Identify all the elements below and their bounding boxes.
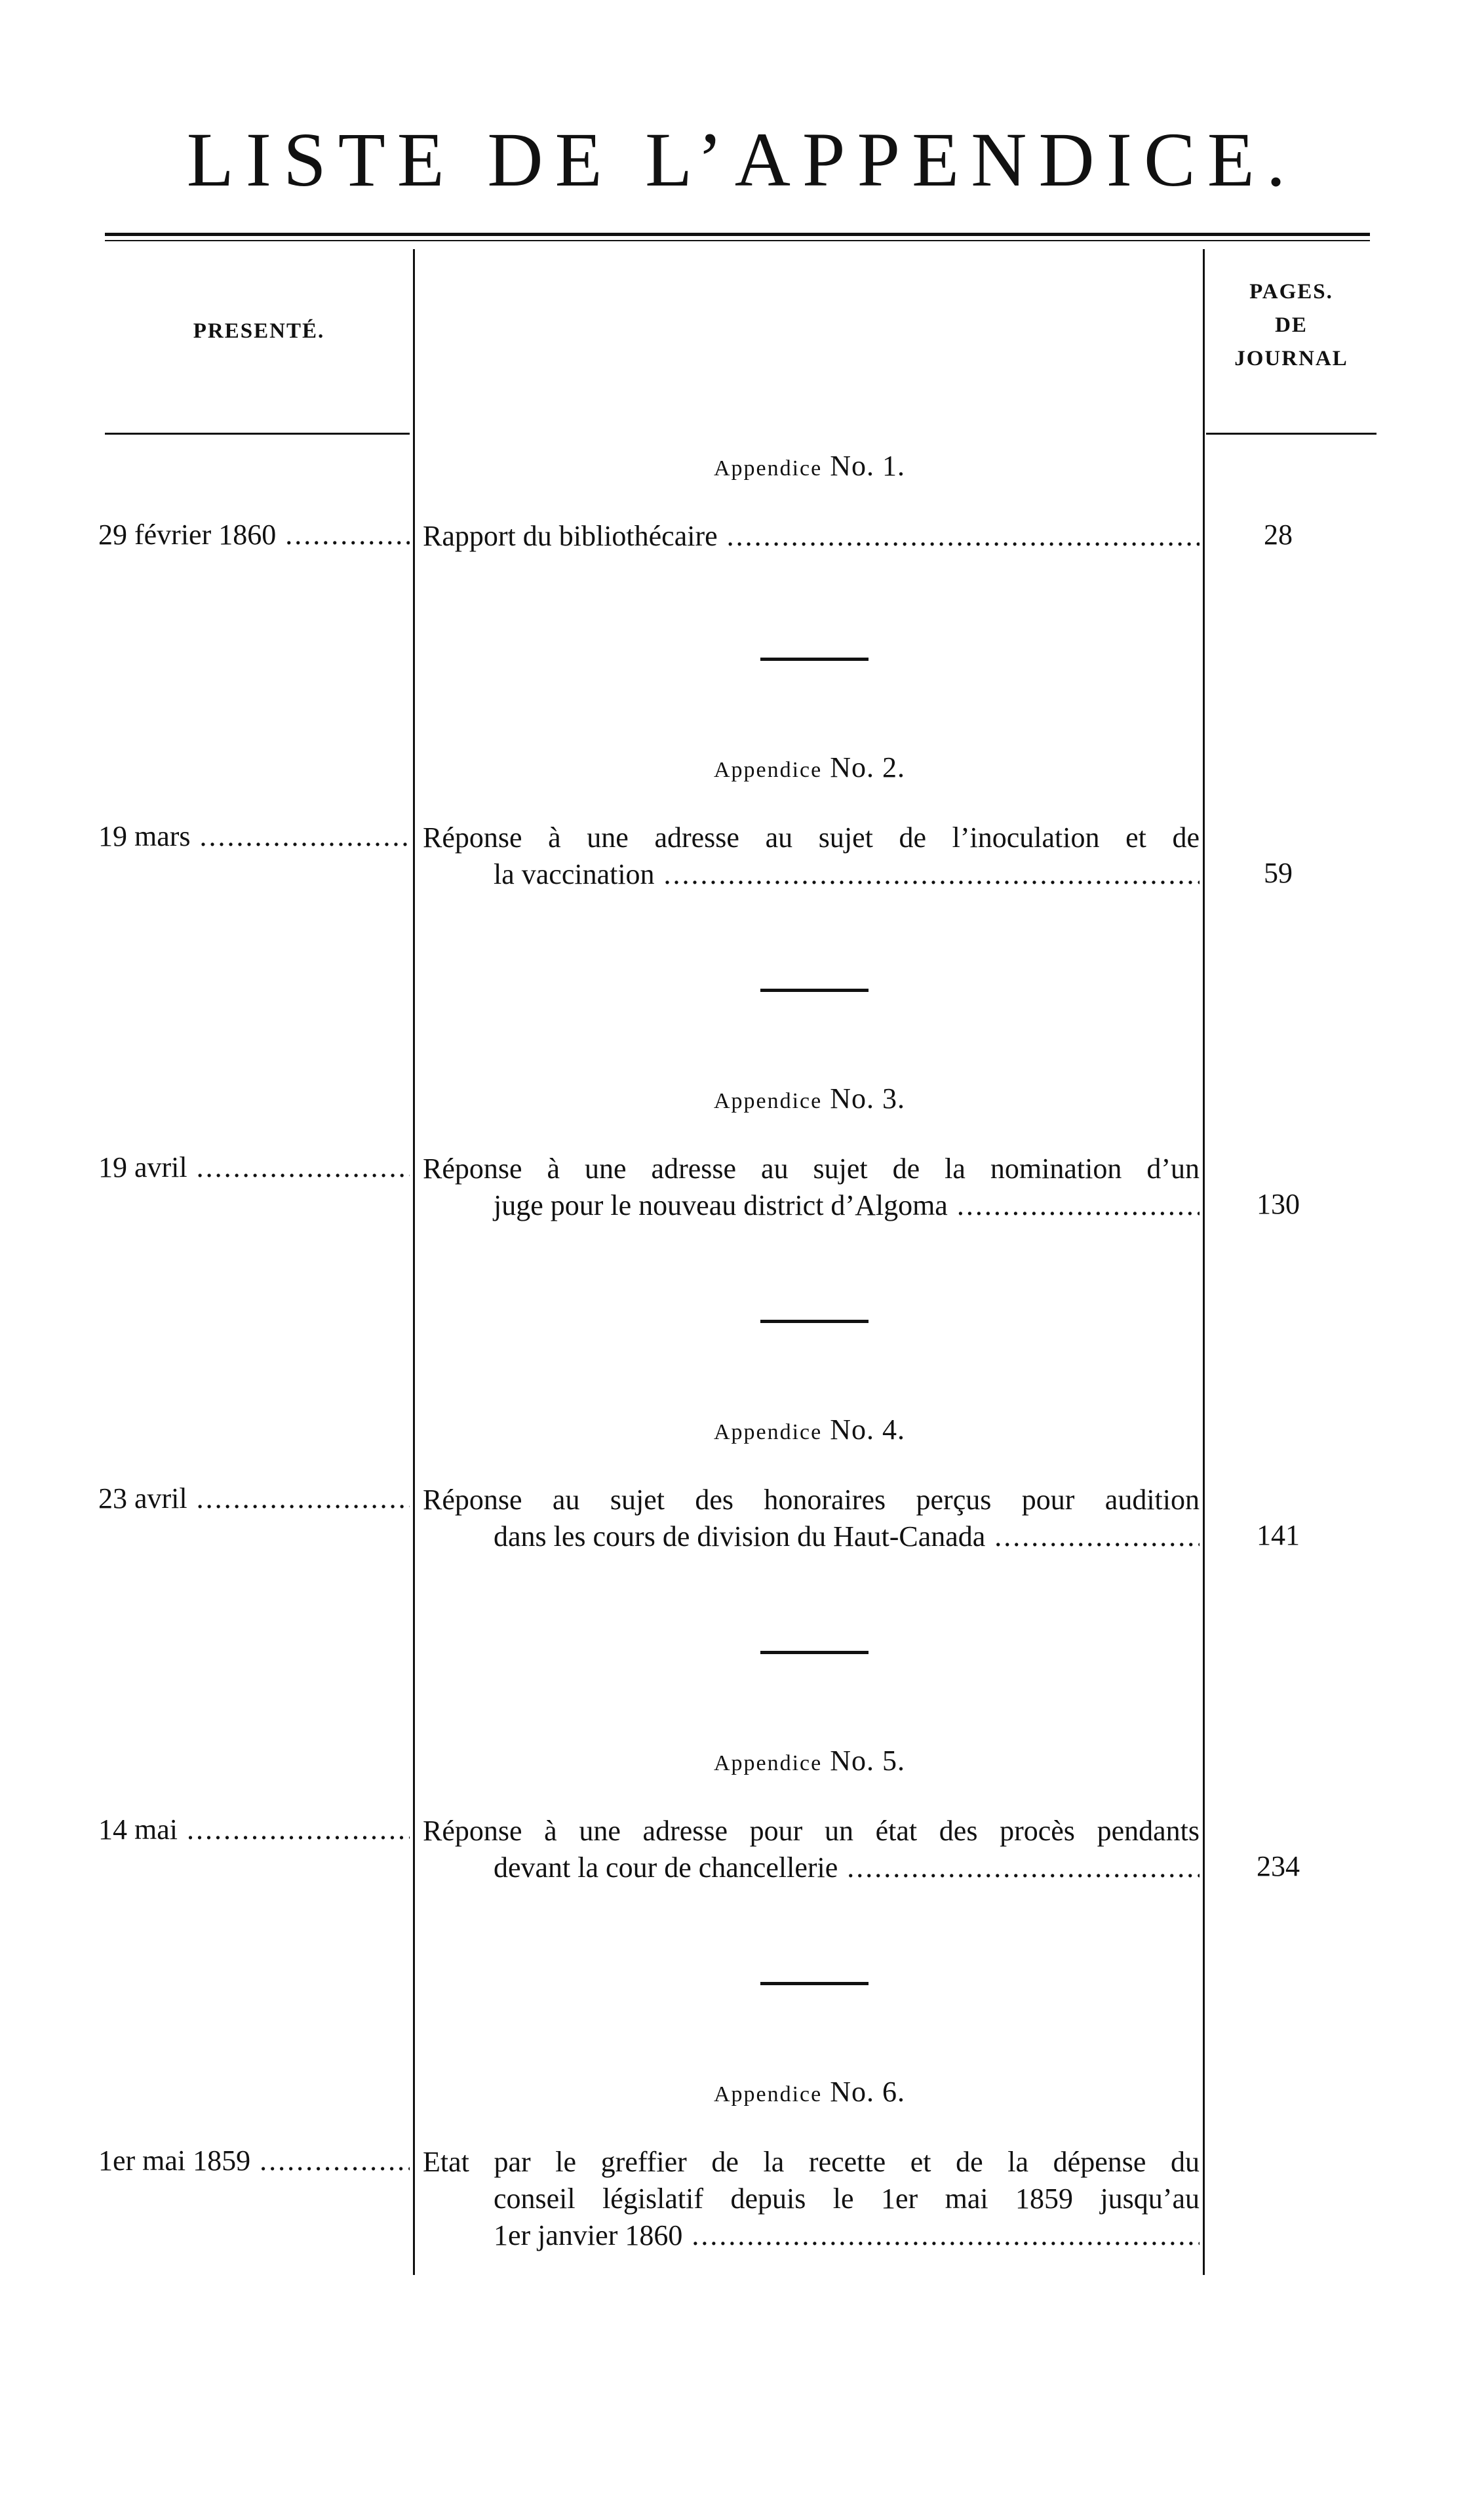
journal-page: 130 [1257,1188,1300,1220]
description-line: Réponse au sujet des honoraires perçus pour audition [423,1484,1200,1516]
appendix-date: 29 février 1860 ..... [98,518,410,551]
description-line: Réponse à une adresse au sujet de la nomination d’un [423,1153,1200,1185]
description-line: dans les cours de division du Haut-Canada ..... [423,1518,1200,1555]
description-line: 1er janvier 1860 ..... [423,2217,1200,2254]
appendix-description [423,1813,1200,1886]
title-rule-thin [105,240,1370,241]
column-divider-right [1203,249,1205,2275]
pages-header-line: DE [1275,313,1308,338]
journal-page: 59 [1264,857,1293,889]
description-line: Réponse à une adresse au sujet de l’inoculation et de [423,821,1200,854]
appendix-date: 19 avril ..... [98,1151,410,1184]
description-line: devant la cour de chancellerie ..... [423,1849,1200,1886]
appendix-date: 23 avril ..... [98,1482,410,1515]
column-divider-left [413,249,415,2275]
appendix-description [423,518,1200,555]
appendix-date: 19 mars ..... [98,820,410,853]
appendix-date: 1er mai 1859 ..... [98,2144,410,2177]
appendix-heading: Appendice No. 6. [713,2076,906,2108]
section-separator [760,989,869,992]
journal-page: 234 [1257,1850,1300,1882]
appendix-description [423,1151,1200,1224]
description-line: Réponse à une adresse pour un état des procès pendants [423,1815,1200,1847]
appendix-heading: Appendice No. 4. [713,1414,906,1446]
description-line: Etat par le greffier de la recette et de la dépense du [423,2146,1200,2178]
appendix-description [423,1482,1200,1555]
pages-header-line: JOURNAL [1234,347,1348,371]
journal-page: 28 [1264,519,1293,551]
appendix-heading: Appendice No. 1. [713,450,906,482]
page-title: LISTE DE L’APPENDICE. [186,117,1298,203]
description-line: juge pour le nouveau district d’Algoma ..... [423,1187,1200,1224]
presente-header: PRESENTÉ. [193,319,325,343]
description-line: la vaccination ..... [423,856,1200,893]
description-line: conseil législatif depuis le 1er mai 1859 jusqu’au [494,2183,1200,2215]
section-separator [760,1982,869,1985]
pages-header [1206,275,1377,376]
pages-header-line: PAGES. [1249,280,1333,304]
section-separator [760,658,869,661]
journal-page: 141 [1257,1519,1300,1551]
section-separator [760,1651,869,1654]
header-rule-right [1206,433,1377,435]
title-rule [105,233,1370,236]
appendix-date: 14 mai ..... [98,1813,410,1846]
section-separator [760,1320,869,1323]
appendix-heading: Appendice No. 3. [713,1082,906,1115]
header-rule-left [105,433,410,435]
appendix-description [423,2144,1200,2254]
description-line: Rapport du bibliothécaire ..... [423,518,1200,555]
appendix-heading: Appendice No. 5. [713,1745,906,1777]
appendix-heading: Appendice No. 2. [713,751,906,783]
appendix-description [423,820,1200,893]
